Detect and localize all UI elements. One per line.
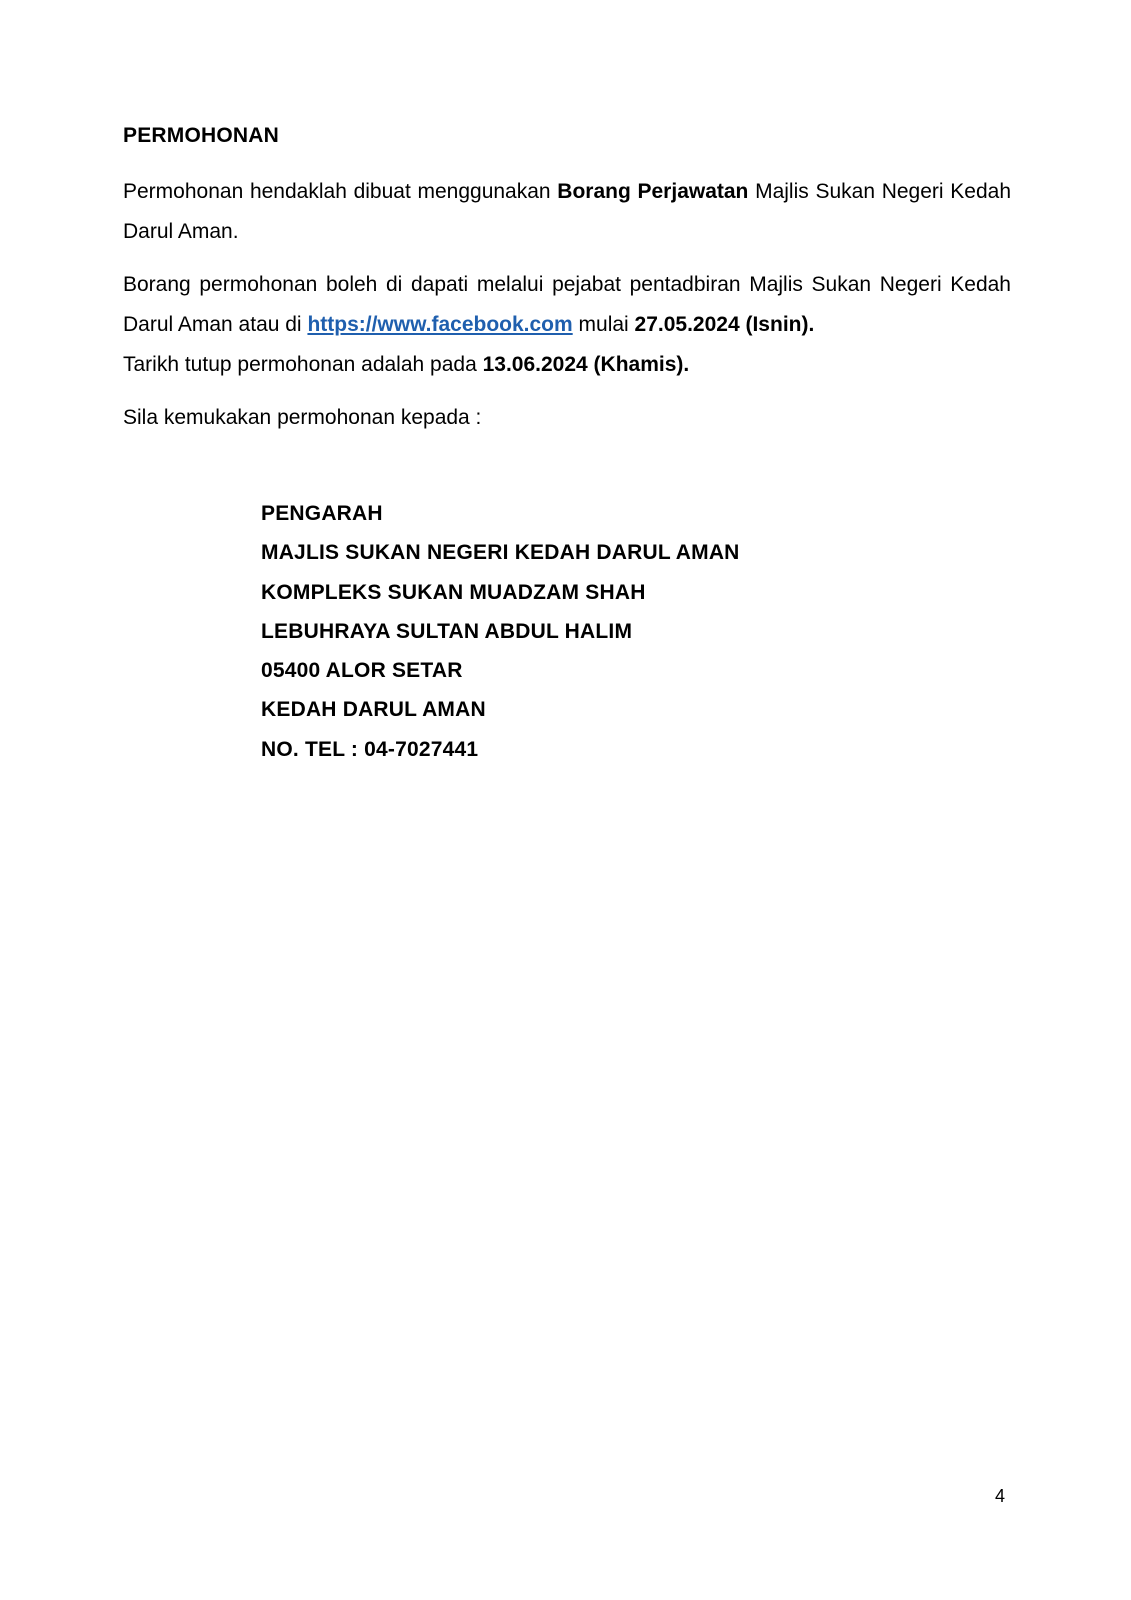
page-number: 4 [995, 1486, 1006, 1506]
form-name-bold: Borang Perjawatan [557, 180, 749, 203]
address-line: 05400 ALOR SETAR [261, 659, 463, 683]
open-date: 27.05.2024 (Isnin). [634, 313, 815, 336]
paragraph-form-availability [123, 265, 1011, 385]
paragraph-submit-to: Sila kemukakan permohonan kepada : [123, 406, 482, 429]
address-line: PENGARAH [261, 502, 383, 525]
facebook-link[interactable]: https://www.facebook.com [307, 313, 573, 336]
paragraph-text: mulai [572, 313, 635, 336]
paragraph-text: Majlis Sukan Negeri Kedah Darul Aman. [123, 180, 1011, 243]
paragraph-application-form [123, 172, 1011, 252]
closing-date: 13.06.2024 (Khamis). [482, 353, 690, 376]
address-line: KEDAH DARUL AMAN [261, 698, 486, 722]
paragraph-text: Permohonan hendaklah dibuat menggunakan [123, 180, 558, 203]
address-phone: NO. TEL : 04-7027441 [261, 737, 479, 761]
address-line: LEBUHRAYA SULTAN ABDUL HALIM [261, 619, 633, 643]
section-heading: PERMOHONAN [123, 124, 280, 147]
paragraph-text: Borang permohonan boleh di dapati melalui pejabat pentadbiran Majlis Sukan Negeri Kedah Darul Aman atau di [123, 273, 1011, 336]
address-block [261, 494, 740, 769]
closing-date-line [123, 345, 1011, 385]
address-line: KOMPLEKS SUKAN MUADZAM SHAH [261, 580, 646, 604]
paragraph-text: Tarikh tutup permohonan adalah pada [123, 353, 483, 376]
address-line: MAJLIS SUKAN NEGERI KEDAH DARUL AMAN [261, 541, 740, 565]
